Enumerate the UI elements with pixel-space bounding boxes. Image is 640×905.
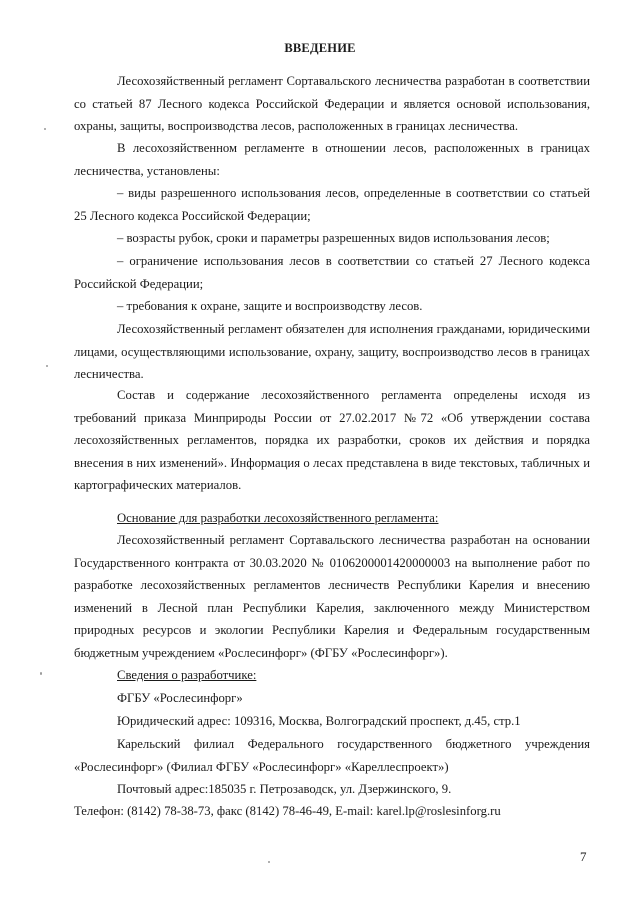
intro-paragraph: Лесохозяйственный регламент Сортавальского лесничества разработан в соответствии со статьей 87 Лесного кодекса Российской Федерации и является основой использования, охраны, защиты, воспроизводства лесов, расположенных в границах лесничества. — [74, 74, 590, 133]
bullet-usage-types: – виды разрешенного использования лесов, определенные в соответствии со статьей 25 Лесного кодекса Российской Федерации; — [74, 186, 590, 223]
developer-name: ФГБУ «Рослесинфорг» — [117, 691, 243, 705]
established-paragraph: В лесохозяйственном регламенте в отношении лесов, расположенных в границах лесничества, установлены: — [74, 141, 590, 178]
contacts-line: Телефон: (8142) 78-38-73, факс (8142) 78-46-49, E-mail: karel.lp@roslesinforg.ru — [74, 804, 501, 818]
legal-address: Юридический адрес: 109316, Москва, Волгоградский проспект, д.45, стр.1 — [117, 714, 521, 728]
basis-heading: Основание для разработки лесохозяйственного регламента: — [117, 511, 439, 525]
basis-paragraph: Лесохозяйственный регламент Сортавальского лесничества разработан на основании Государственного контракта от 30.03.2020 № 0106200001420000003 на выполнение работ по разработке лесохозяйственных регламентов лесничеств Республики Карелия и внесению изменений в Лесной план Республики Карелия, заключенного между Министерством природных ресурсов и экологии Республики Карелия и Федеральным государственным бюджетным учреждением «Рослесинфорг» (ФГБУ «Рослесинфорг»). — [74, 533, 590, 660]
obligation-paragraph: Лесохозяйственный регламент обязателен для исполнения гражданами, юридическими лицами, осуществляющими использование, охрану, защиту, воспроизводство лесов в границах лесничества. — [74, 322, 590, 381]
scan-speck — [44, 128, 46, 130]
bullet-felling-ages: – возрасты рубок, сроки и параметры разрешенных видов использования лесов; — [117, 231, 550, 245]
scan-speck — [40, 672, 42, 675]
scan-speck — [46, 365, 48, 367]
composition-paragraph: Состав и содержание лесохозяйственного регламента определены исходя из требований приказа Минприроды России от 27.02.2017 №72 «Об утверждении состава лесохозяйственных регламентов, порядка их разработки, сроков их действия и порядка внесения в них изменений». Информация о лесах представлена в виде текстовых, табличных и картографических материалов. — [74, 388, 590, 492]
scan-speck — [268, 861, 270, 863]
branch-paragraph: Карельский филиал Федерального государственного бюджетного учреждения «Рослесинфорг» (Филиал ФГБУ «Рослесинфорг» «Кареллеспроект») — [74, 737, 590, 774]
bullet-protection: – требования к охране, защите и воспроизводству лесов. — [117, 299, 423, 313]
developer-heading: Сведения о разработчике: — [117, 668, 257, 682]
bullet-usage-limits: – ограничение использования лесов в соответствии со статьей 27 Лесного кодекса Российской Федерации; — [74, 254, 590, 291]
postal-address: Почтовый адрес:185035 г. Петрозаводск, ул. Дзержинского, 9. — [117, 782, 452, 796]
page-title: ВВЕДЕНИЕ — [284, 41, 356, 55]
page-number: 7 — [580, 849, 587, 864]
